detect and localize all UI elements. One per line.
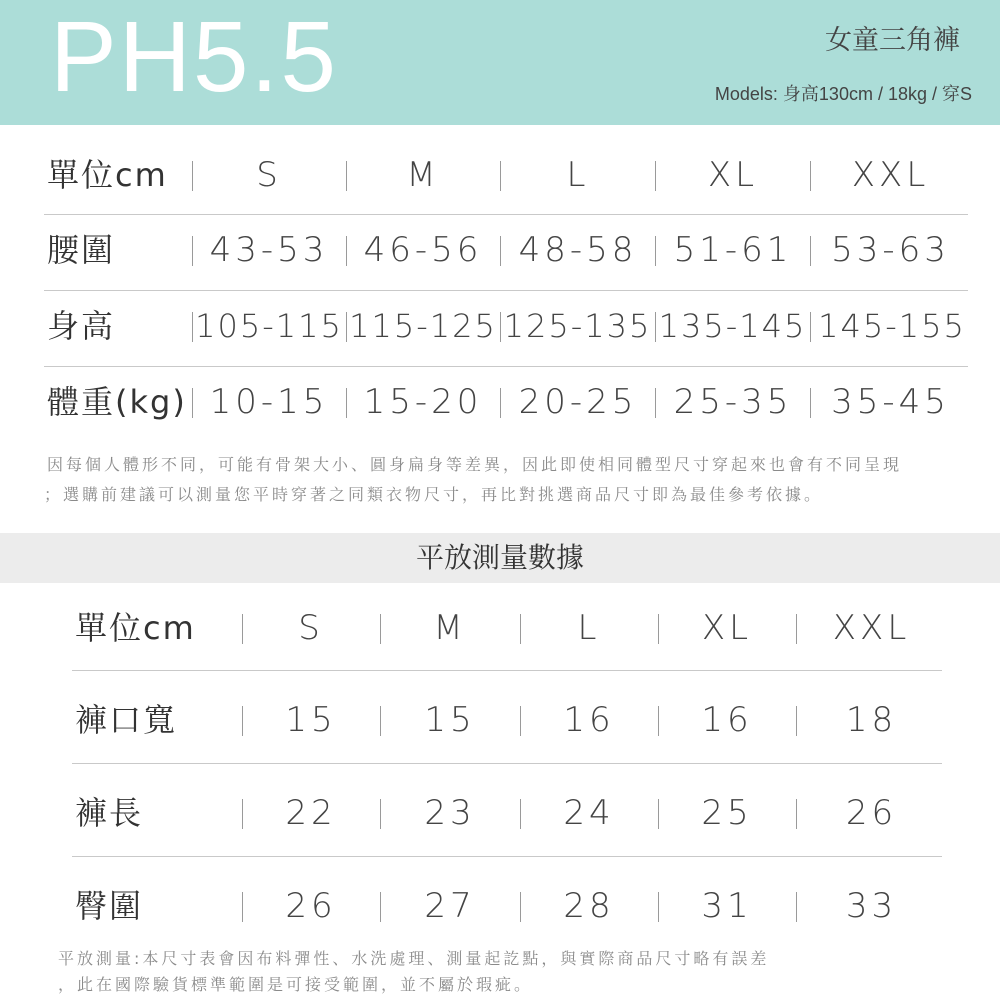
column-separator <box>658 799 659 829</box>
table-cell: 48-58 <box>518 230 638 270</box>
table-cell: 20-25 <box>518 382 638 422</box>
flat-header-row <box>0 598 1000 658</box>
table-row-length <box>0 783 1000 843</box>
table-cell: 18 <box>845 700 898 740</box>
column-separator <box>658 892 659 922</box>
row-divider <box>72 670 942 671</box>
table-cell: 15 <box>424 700 476 740</box>
column-separator <box>380 892 381 922</box>
table-cell: 22 <box>285 793 337 833</box>
row-label: 臀圍 <box>75 887 144 925</box>
column-separator <box>242 892 243 922</box>
brand-logo: PH5.5 <box>50 1 338 113</box>
size-header-l: L <box>577 608 601 648</box>
column-separator <box>520 799 521 829</box>
size-note-line-2: ；選購前建議可以測量您平時穿著之同類衣物尺寸，再比對挑選商品尺寸即為最佳參考依據。 <box>44 485 824 504</box>
size-header-s: S <box>298 608 324 648</box>
table-cell: 23 <box>424 793 476 833</box>
row-divider <box>72 763 942 764</box>
table-cell: 35-45 <box>831 382 950 422</box>
column-separator <box>242 706 243 736</box>
table-cell: 105-115 <box>195 307 343 345</box>
table-cell: 51-61 <box>673 230 793 270</box>
size-header-m: M <box>433 608 467 648</box>
size-header-xxl: XXL <box>851 155 930 195</box>
table-cell: 115-125 <box>349 307 497 345</box>
table-row-hip <box>0 876 1000 936</box>
flat-note-line-1: 平放測量:本尺寸表會因布料彈性、水洗處理、測量起訖點，與實際商品尺寸略有誤差 <box>58 949 770 968</box>
column-separator <box>520 892 521 922</box>
column-separator <box>380 799 381 829</box>
table-cell: 15 <box>285 700 337 740</box>
row-label: 腰圍 <box>47 231 116 269</box>
row-label: 褲口寬 <box>75 701 178 739</box>
column-separator <box>520 706 521 736</box>
column-separator <box>520 614 521 644</box>
table-cell: 15-20 <box>363 382 483 422</box>
table-cell: 10-15 <box>209 382 329 422</box>
column-separator <box>658 706 659 736</box>
table-cell: 25-35 <box>673 382 793 422</box>
size-header-s: S <box>256 155 282 195</box>
size-header-m: M <box>406 155 440 195</box>
row-label: 體重(kg) <box>47 383 187 421</box>
table-cell: 26 <box>285 886 337 926</box>
unit-label: 單位cm <box>75 609 196 647</box>
table-cell: 125-135 <box>503 307 652 345</box>
table-cell: 28 <box>563 886 615 926</box>
row-label: 身高 <box>47 307 116 345</box>
column-separator <box>658 614 659 644</box>
table-cell: 16 <box>563 700 615 740</box>
table-cell: 33 <box>845 886 898 926</box>
column-separator <box>796 799 797 829</box>
table-cell: 43-53 <box>209 230 329 270</box>
table-cell: 145-155 <box>818 307 966 345</box>
table-row-leg-opening <box>0 690 1000 750</box>
table-cell: 135-145 <box>658 307 807 345</box>
size-header-l: L <box>566 155 590 195</box>
column-separator <box>796 706 797 736</box>
table-cell: 46-56 <box>363 230 483 270</box>
table-cell: 53-63 <box>831 230 950 270</box>
column-separator <box>242 614 243 644</box>
flat-note-line-2: ，此在國際驗貨標準範圍是可接受範圍，並不屬於瑕疵。 <box>58 975 534 994</box>
size-header-xxl: XXL <box>832 608 911 648</box>
column-separator <box>796 892 797 922</box>
product-title: 女童三角褲 <box>825 25 960 56</box>
row-divider <box>72 856 942 857</box>
table-cell: 24 <box>563 793 615 833</box>
table-cell: 31 <box>701 886 753 926</box>
column-separator <box>796 614 797 644</box>
section-title: 平放測量數據 <box>415 541 584 574</box>
size-note-line-1: 因每個人體形不同，可能有骨架大小、圓身扁身等差異，因此即使相同體型尺寸穿起來也會有不同呈現 <box>47 455 903 474</box>
size-header-xl: XL <box>707 155 759 195</box>
row-label: 褲長 <box>75 794 144 832</box>
unit-label: 單位cm <box>47 156 168 194</box>
models-info: Models: 身高130cm / 18kg / 穿S <box>714 84 972 104</box>
table-cell: 25 <box>701 793 753 833</box>
table-cell: 26 <box>845 793 898 833</box>
column-separator <box>242 799 243 829</box>
column-separator <box>380 706 381 736</box>
table-cell: 16 <box>701 700 753 740</box>
size-header-xl: XL <box>701 608 753 648</box>
column-separator <box>380 614 381 644</box>
table-cell: 27 <box>424 886 476 926</box>
